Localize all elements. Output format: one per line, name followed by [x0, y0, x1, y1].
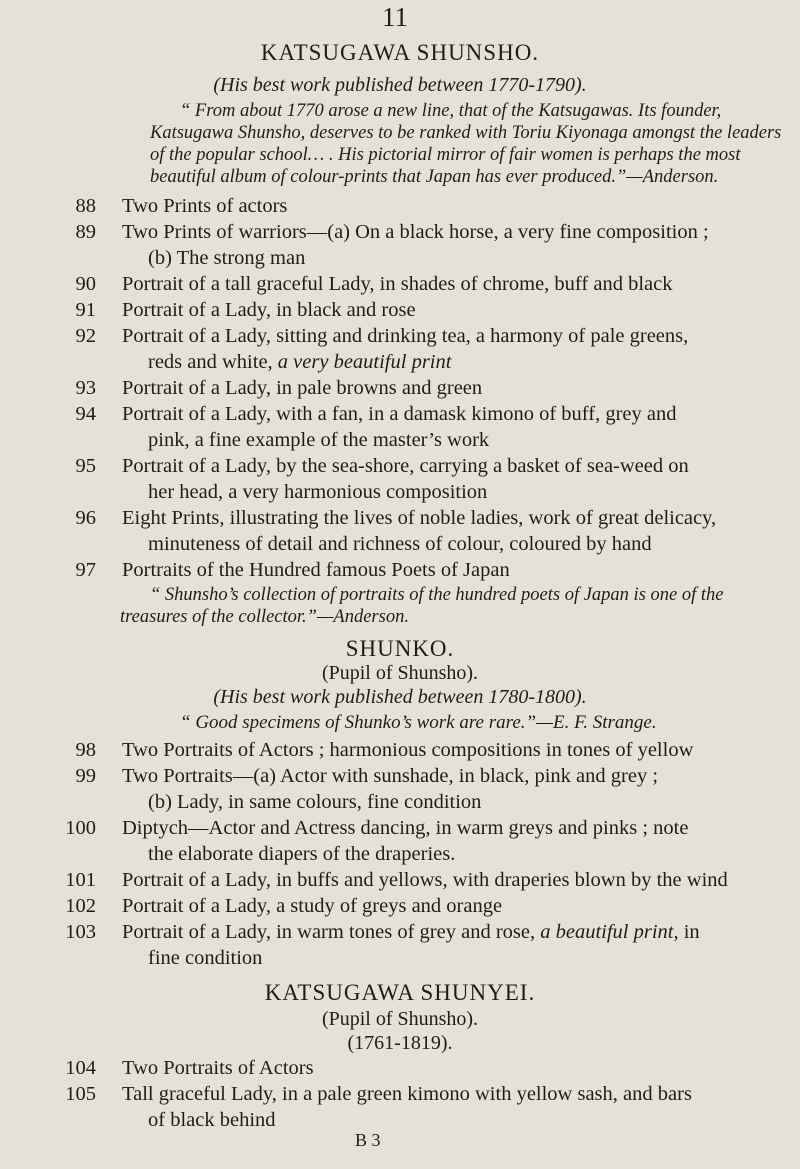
page-number: 11 [382, 2, 408, 32]
lot-88: 88 Two Prints of actors [75, 195, 288, 217]
lot-103: 103 Portrait of a Lady, in warm tones of grey and rose, a beautiful print, in fine condition [65, 921, 700, 969]
section-heading-shunsho: KATSUGAWA SHUNSHO. [260, 40, 540, 65]
lot-91: 91 Portrait of a Lady, in black and rose [75, 299, 416, 321]
quote-lot-97: “ Shunsho’s collection of portraits of the hundred poets of Japan is one of the treasures of the collector.”—Anderson. [120, 585, 724, 627]
lot-101: 101 Portrait of a Lady, in buffs and yellows, with draperies blown by the wind [65, 869, 728, 891]
lot-102: 102 Portrait of a Lady, a study of greys and orange [65, 895, 503, 917]
lot-90: 90 Portrait of a tall graceful Lady, in shades of chrome, buff and black [75, 273, 673, 295]
lot-99: 99 Two Portraits—(a) Actor with sunshade, in black, pink and grey ; (b) Lady, in same colours, fine condition [75, 765, 659, 813]
lot-93: 93 Portrait of a Lady, in pale browns and green [75, 377, 483, 399]
quote-shunsho: “ From about 1770 arose a new line, that of the Katsugawas. Its founder, Katsugawa Shunsho, deserves to be ranked with Toriu Kiyonaga amongst the leaders of the popular school… . His pictorial mirror of fair women is perhaps the most beautiful album of colour-prints that Japan has ever produced.”—Anderson. [150, 101, 782, 187]
section-heading-shunyei: KATSUGAWA SHUNYEI. [264, 980, 536, 1005]
section-subtitle-shunko-dates: (His best work published between 1780-1800). [213, 686, 587, 708]
lot-94: 94 Portrait of a Lady, with a fan, in a damask kimono of buff, grey and pink, a fine example of the master’s work [75, 403, 677, 451]
lot-98: 98 Two Portraits of Actors ; harmonious compositions in tones of yellow [75, 739, 694, 761]
signature-mark: B 3 [355, 1130, 381, 1150]
section-subtitle-shunyei-pupil: (Pupil of Shunsho). [321, 1008, 479, 1030]
section-subtitle-shunko-pupil: (Pupil of Shunsho). [321, 662, 479, 684]
lot-97: 97 Portraits of the Hundred famous Poets of Japan [75, 559, 510, 581]
lot-105: 105 Tall graceful Lady, in a pale green kimono with yellow sash, and bars of black behind [65, 1083, 692, 1131]
lot-104: 104 Two Portraits of Actors [65, 1057, 314, 1079]
lot-92: 92 Portrait of a Lady, sitting and drinking tea, a harmony of pale greens, reds and white, a very beautiful print [75, 325, 689, 373]
lot-100: 100 Diptych—Actor and Actress dancing, in warm greys and pinks ; note the elaborate diapers of the draperies. [65, 817, 689, 865]
section-subtitle-shunyei-dates: (1761-1819). [347, 1032, 453, 1054]
section-heading-shunko: SHUNKO. [345, 636, 455, 661]
quote-shunko: “ Good specimens of Shunko’s work are rare.”—E. F. Strange. [180, 712, 657, 733]
lot-89: 89 Two Prints of warriors—(a) On a black horse, a very fine composition ; (b) The strong man [75, 221, 709, 269]
section-subtitle-shunsho: (His best work published between 1770-1790). [213, 74, 587, 96]
lot-96: 96 Eight Prints, illustrating the lives of noble ladies, work of great delicacy, minuteness of detail and richness of colour, coloured by hand [75, 507, 717, 555]
lot-95: 95 Portrait of a Lady, by the sea-shore, carrying a basket of sea-weed on her head, a very harmonious composition [75, 455, 689, 503]
